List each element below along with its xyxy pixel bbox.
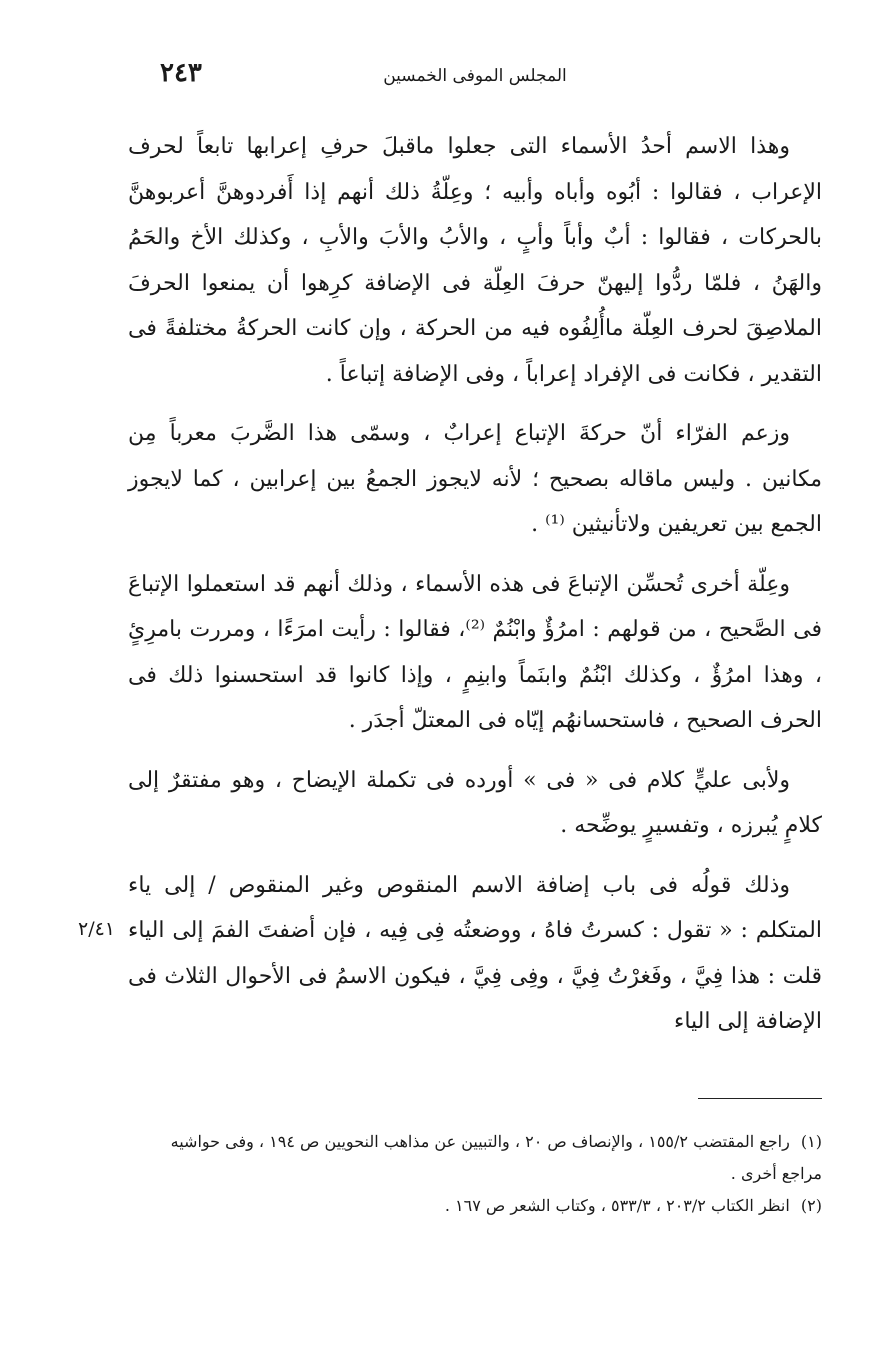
footnote-1 xyxy=(128,1126,822,1190)
footnote-label: (٢) xyxy=(800,1196,822,1215)
footnote-label: (١) xyxy=(800,1132,822,1151)
paragraph-4: ولأبى عليٍّ كلام فى « فى » أورده فى تكملة الإيضاح ، وهو مفتقرٌ إلى كلامٍ يُبرزه ، وتفسيرٍ يوضِّحه . xyxy=(128,767,822,838)
page-header xyxy=(130,56,820,96)
margin-reference: ٢/٤١ xyxy=(78,918,116,940)
paragraph-1: وهذا الاسم أحدُ الأسماء التى جعلوا ماقبلَ حرفِ إعرابها تابعاً لحرف الإعراب ، فقالوا : أبُوه وأباه وأبيه ؛ وعِلّةُ ذلك أنهم إذا أَفردوهنَّ أعربوهنَّ بالحركات ، فقالوا : أبٌ وأباً وأبٍ ، والأبُ والأبَ والأبِ ، وكذلك الأخ والحَمُ والهَنُ ، فلمّا ردُّوا إليهنّ حرفَ العِلّة فى الإضافة كرِهوا أن يمنعوا الحرفَ الملاصِقَ لحرف العِلّة ماأُلِفُوه فيه من الحركة ، وإن كانت الحركةُ مختلفةً فى التقدير ، فكانت فى الإفراد إعراباً ، وفى الإضافة إتباعاً . xyxy=(128,134,822,387)
main-text xyxy=(128,124,822,1045)
footnote-text: انظر الكتاب ٢٠٣/٢ ، ٥٣٣/٣ ، وكتاب الشعر ص ١٦٧ . xyxy=(444,1196,790,1215)
footnote-text: راجع المقتضب ١٥٥/٢ ، والإنصاف ص ٢٠ ، والتبيين عن مذاهب النحويين ص ١٩٤ ، وفى حواشيه مراجع أخرى . xyxy=(170,1132,822,1183)
footnote-divider xyxy=(698,1098,822,1099)
paragraph-2: وزعم الفرّاء أنّ حركةَ الإتباع إعرابٌ ، وسمّى هذا الضَّربَ معرباً مِن مكانين . وليس ماقاله بصحيح ؛ لأنه لايجوز الجمعُ بين إعرابين ، كما لايجوز الجمع بين تعريفين ولاتأنيثين ⁽¹⁾ . xyxy=(128,421,822,537)
footnote-2 xyxy=(128,1190,822,1222)
footnotes xyxy=(128,1126,822,1222)
paragraph-5: وذلك قولُه فى باب إضافة الاسم المنقوص وغير المنقوص / إلى ياء المتكلم : « تقول : كسرتُ فاهُ ، ووضعتُه فِى فِيه ، فإن أضفتَ الفمَ إلى الياء قلت : هذا فِيَّ ، وفَغرْتُ فِيَّ ، وفِى فِيَّ ، فيكون الاسمُ فى الأحوال الثلاث فى الإضافة إلى الياء xyxy=(128,872,822,1034)
paragraph-3: وعِلّة أخرى تُحسِّن الإتباعَ فى هذه الأسماء ، وذلك أنهم قد استعملوا الإتباعَ فى الصَّحيح ، من قولهم : امرُؤٌ وابْنُمٌ ⁽²⁾، فقالوا : رأيت امرَءًا ، ومررت بامرِئٍ ، وهذا امرُؤٌ ، وكذلك ابْنُمٌ وابنَماً وابنِمٍ ، وإذا كانوا قد استحسنوا ذلك فى الحرف الصحيح ، فاستحسانهُم إيّاه فى المعتلّ أجدَر . xyxy=(128,571,822,733)
page-number: ٢٤٣ xyxy=(160,58,202,88)
running-title: المجلس الموفى الخمسين xyxy=(383,66,567,86)
